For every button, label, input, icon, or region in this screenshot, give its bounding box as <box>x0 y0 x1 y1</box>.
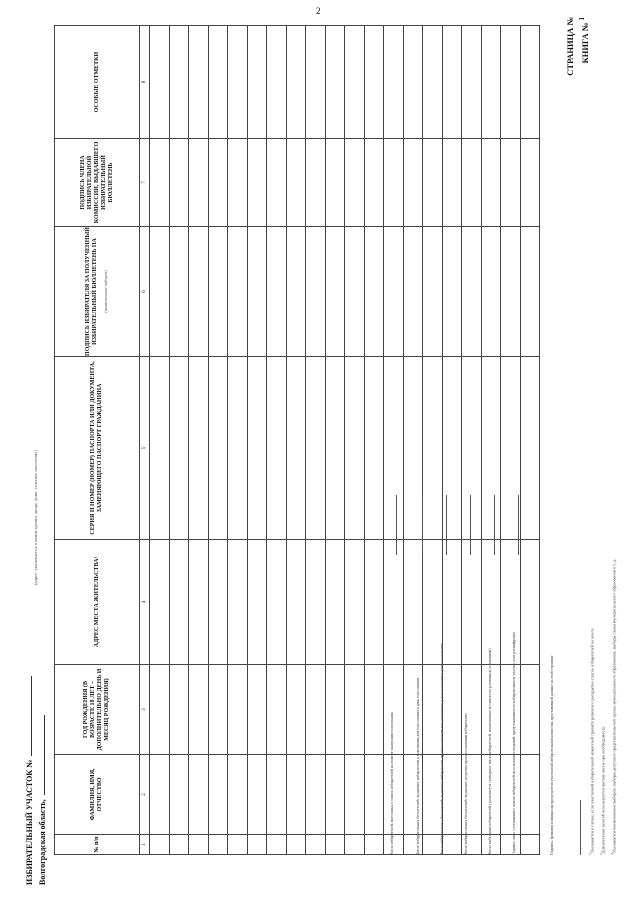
table-cell <box>325 139 345 227</box>
table-cell <box>150 227 170 357</box>
table-cell <box>306 755 326 835</box>
table-cell <box>247 357 267 540</box>
table-cell <box>520 26 540 139</box>
footer-fill-line <box>518 495 519 555</box>
table-cell <box>150 139 170 227</box>
table-cell <box>423 227 443 357</box>
table-cell <box>325 357 345 540</box>
table-cell <box>501 540 521 665</box>
table-row <box>325 26 345 855</box>
table-cell <box>150 357 170 540</box>
table-cell <box>286 357 306 540</box>
table-cell <box>247 665 267 755</box>
column-number: 3 <box>140 665 150 755</box>
table-cell <box>208 357 228 540</box>
table-row <box>169 26 189 855</box>
table-cell <box>345 540 365 665</box>
table-cell <box>364 540 384 665</box>
table-cell <box>325 26 345 139</box>
table-cell <box>345 357 365 540</box>
book-label: КНИГА № <box>579 22 590 64</box>
table-cell <box>481 227 501 357</box>
table-cell <box>384 357 404 540</box>
footnote-separator <box>580 800 581 855</box>
table-cell <box>189 26 209 139</box>
table-cell <box>520 540 540 665</box>
table-cell <box>267 26 287 139</box>
table-cell <box>169 835 189 855</box>
table-cell <box>481 357 501 540</box>
table-cell <box>286 665 306 755</box>
footnote-text: Для внесения записей используются чистые листы при необходимости. <box>600 725 606 854</box>
table-cell <box>345 26 365 139</box>
table-cell <box>169 139 189 227</box>
table-cell <box>481 139 501 227</box>
table-cell <box>228 755 248 835</box>
column-header-text: ПОДПИСЬ ИЗБИРАТЕЛЯ ЗА ПОЛУЧЕННЫЙ ИЗБИРАТЕЛЬНЫЙ БЮЛЛЕТЕНЬ ПА <box>85 227 98 356</box>
table-cell <box>481 540 501 665</box>
table-cell <box>442 357 462 540</box>
table-cell <box>442 26 462 139</box>
chair-signature-line: Подпись, фамилия и инициалы председателя участковой избирательной комиссии, проставившей данные на этой странице <box>550 655 554 855</box>
table-cell <box>501 835 521 855</box>
station-number-line <box>23 676 32 756</box>
footer-fill-line <box>396 495 397 555</box>
table-row <box>345 26 365 855</box>
column-number: 8 <box>140 26 150 139</box>
footer-summary-line: Число избирательных бюллетеней, выданных избирателям в помещении для голосования в день голосования <box>416 677 420 855</box>
table-cell <box>286 139 306 227</box>
table-cell <box>520 665 540 755</box>
footer-summary-line: Число выбывших избирателей (указывается суммарное число избирателей, исключенных из списка по различным основаниям) <box>488 648 492 855</box>
region-line <box>36 715 45 795</box>
table-cell <box>423 139 443 227</box>
sheet-header <box>23 676 49 885</box>
column-header: № п/п <box>55 835 140 855</box>
table-row <box>189 26 209 855</box>
table-cell <box>423 26 443 139</box>
station-title: ИЗБИРАТЕЛЬНЫЙ УЧАСТОК № <box>25 759 34 885</box>
table-cell <box>462 540 482 665</box>
column-number-row <box>140 26 150 855</box>
table-cell <box>403 357 423 540</box>
table-cell <box>345 835 365 855</box>
table-cell <box>267 139 287 227</box>
table-cell <box>306 139 326 227</box>
footnote-text: Указывается наименование выборов: выборы депутатов представительного органа муниципального образования, выборы главы муниципального образования и т. д. <box>611 559 617 854</box>
table-cell <box>169 540 189 665</box>
table-cell <box>325 755 345 835</box>
column-number: 7 <box>140 139 150 227</box>
table-row <box>228 26 248 855</box>
table-cell <box>228 139 248 227</box>
table-cell <box>208 755 228 835</box>
table-cell <box>150 835 170 855</box>
election-name-hint: (наименование выборов) <box>103 270 108 313</box>
page-label: СТРАНИЦА № <box>565 17 575 76</box>
table-row <box>364 26 384 855</box>
table-cell <box>150 755 170 835</box>
table-cell <box>325 227 345 357</box>
table-header-row <box>55 26 140 855</box>
table-cell <box>520 835 540 855</box>
footer-fill-line <box>422 495 423 555</box>
table-cell <box>306 540 326 665</box>
table-cell <box>169 357 189 540</box>
table-cell <box>228 26 248 139</box>
table-cell <box>306 357 326 540</box>
table-cell <box>169 26 189 139</box>
table-cell <box>345 139 365 227</box>
page-number: 2 <box>316 6 321 16</box>
table-cell <box>228 227 248 357</box>
table-cell <box>403 227 423 357</box>
footnote <box>599 726 605 855</box>
footer-summary-line: Число избирательных бюллетеней, выданных избирателям, проголосовавшим вне помещения для голосования в день голосования <box>440 643 444 855</box>
table-cell <box>189 835 209 855</box>
table-cell <box>325 540 345 665</box>
table-cell <box>267 540 287 665</box>
table-cell <box>501 227 521 357</box>
table-body <box>150 26 540 855</box>
table-cell <box>208 139 228 227</box>
table-cell <box>306 26 326 139</box>
table-cell <box>423 357 443 540</box>
table-cell <box>306 665 326 755</box>
table-cell <box>208 835 228 855</box>
table-cell <box>208 26 228 139</box>
table-cell <box>267 755 287 835</box>
table-cell <box>208 665 228 755</box>
table-row <box>267 26 287 855</box>
table-cell <box>501 139 521 227</box>
table-cell <box>228 540 248 665</box>
table-cell <box>462 26 482 139</box>
table-cell <box>150 540 170 665</box>
table-cell <box>520 755 540 835</box>
table-cell <box>247 835 267 855</box>
table-cell <box>189 227 209 357</box>
table-cell <box>267 227 287 357</box>
table-cell <box>501 755 521 835</box>
table-row <box>286 26 306 855</box>
footnote <box>588 627 594 855</box>
table-cell <box>364 26 384 139</box>
table-cell <box>247 540 267 665</box>
footer-fill-line <box>494 495 495 555</box>
table-cell <box>228 357 248 540</box>
table-cell <box>189 540 209 665</box>
region-label: Волгоградская область, <box>38 799 47 885</box>
table-cell <box>462 139 482 227</box>
column-number: 4 <box>140 540 150 665</box>
table-cell <box>208 540 228 665</box>
table-cell <box>384 227 404 357</box>
table-cell <box>286 835 306 855</box>
table-cell <box>247 26 267 139</box>
table-cell <box>403 26 423 139</box>
table-cell <box>364 665 384 755</box>
table-cell <box>208 227 228 357</box>
table-cell <box>520 139 540 227</box>
table-cell <box>384 139 404 227</box>
table-cell <box>169 665 189 755</box>
table-cell <box>364 835 384 855</box>
column-header: ФАМИЛИЯ, ИМЯ, ОТЧЕСТВО <box>55 755 140 835</box>
table-cell <box>325 665 345 755</box>
table-cell <box>345 665 365 755</box>
table-cell <box>169 755 189 835</box>
book-value: 1 <box>578 17 586 21</box>
footnote-text: Указывается в случае, если участковой избирательной комиссией принято решение о раскрытии списка избирателей на книги. <box>589 627 595 854</box>
table-cell <box>325 835 345 855</box>
column-number: 5 <box>140 357 150 540</box>
column-header: СЕРИЯ И НОМЕР (НОМЕР) ПАСПОРТА ИЛИ ДОКУМЕНТА, ЗАМЕНЯЮЩЕГО ПАСПОРТ ГРАЖДАНИНА <box>55 357 140 540</box>
column-number: 2 <box>140 755 150 835</box>
column-header <box>55 227 140 357</box>
table-cell <box>520 227 540 357</box>
address-hint: (адрес: указывается, в каком здании, дворе, доме, сельское поселение) <box>33 450 38 585</box>
table-cell <box>150 665 170 755</box>
table-cell <box>520 357 540 540</box>
table-cell <box>364 139 384 227</box>
table-cell <box>501 665 521 755</box>
footnote-mark: 3 <box>610 853 614 855</box>
table-cell <box>384 540 404 665</box>
footer-fill-line <box>446 495 447 555</box>
table-cell <box>501 26 521 139</box>
table-row <box>208 26 228 855</box>
column-number: 6 <box>140 227 150 357</box>
table-cell <box>364 227 384 357</box>
column-header: ОСОБЫЕ ОТМЕТКИ <box>55 26 140 139</box>
table-cell <box>189 357 209 540</box>
table-cell <box>345 755 365 835</box>
table-cell <box>286 26 306 139</box>
table-cell <box>247 139 267 227</box>
footer-summary-line: Число избирателей, внесенных в список избирателей на момент окончания голосования <box>390 712 394 855</box>
table-cell <box>267 665 287 755</box>
table-cell <box>442 139 462 227</box>
column-header: АДРЕС МЕСТА ЖИТЕЛЬСТВА¹ <box>55 540 140 665</box>
rotated-sheet <box>18 15 618 885</box>
table-cell <box>189 665 209 755</box>
table-cell <box>384 26 404 139</box>
footer-summary-line: Подпись лица, составившего список избирателей на основании сведений, представленных по избирательному участку, и их расшифровка <box>512 631 516 855</box>
table-cell <box>403 139 423 227</box>
table-cell <box>462 227 482 357</box>
table-cell <box>150 26 170 139</box>
table-cell <box>481 26 501 139</box>
table-cell <box>228 835 248 855</box>
table-row <box>150 26 170 855</box>
column-header: ГОД РОЖДЕНИЯ (В ВОЗРАСТЕ 18 ЛЕТ – ДОПОЛНИТЕЛЬНО ДЕНЬ И МЕСЯЦ РОЖДЕНИЯ) <box>55 665 140 755</box>
table-cell <box>286 755 306 835</box>
column-header: ПОДПИСЬ ЧЛЕНА ИЗБИРАТЕЛЬНОЙ КОМИССИИ, ВЫДАВШЕГО ИЗБИРАТЕЛЬНЫЙ БЮЛЛЕТЕНЬ <box>55 139 140 227</box>
footnote-mark: 1 <box>588 853 592 855</box>
table-cell <box>247 755 267 835</box>
table-row <box>520 26 540 855</box>
table-row <box>501 26 521 855</box>
table-cell <box>247 227 267 357</box>
table-cell <box>345 227 365 357</box>
footnote-mark: 2 <box>599 853 603 855</box>
footer-summary-line: Число избирательных бюллетеней, выданных досрочно проголосовавшим избирателям <box>464 713 468 855</box>
table-cell <box>267 357 287 540</box>
table-cell <box>462 357 482 540</box>
table-cell <box>189 755 209 835</box>
table-cell <box>442 227 462 357</box>
table-cell <box>306 227 326 357</box>
page-book-header <box>564 17 591 76</box>
table-cell <box>364 357 384 540</box>
table-row <box>306 26 326 855</box>
table-cell <box>228 665 248 755</box>
table-cell <box>169 227 189 357</box>
table-cell <box>286 540 306 665</box>
table-cell <box>286 227 306 357</box>
table-cell <box>189 139 209 227</box>
table-cell <box>267 835 287 855</box>
table-row <box>247 26 267 855</box>
table-cell <box>403 540 423 665</box>
table-cell <box>306 835 326 855</box>
column-number: 1 <box>140 835 150 855</box>
footnote <box>610 559 616 855</box>
footer-fill-line <box>470 495 471 555</box>
table-cell <box>364 755 384 835</box>
